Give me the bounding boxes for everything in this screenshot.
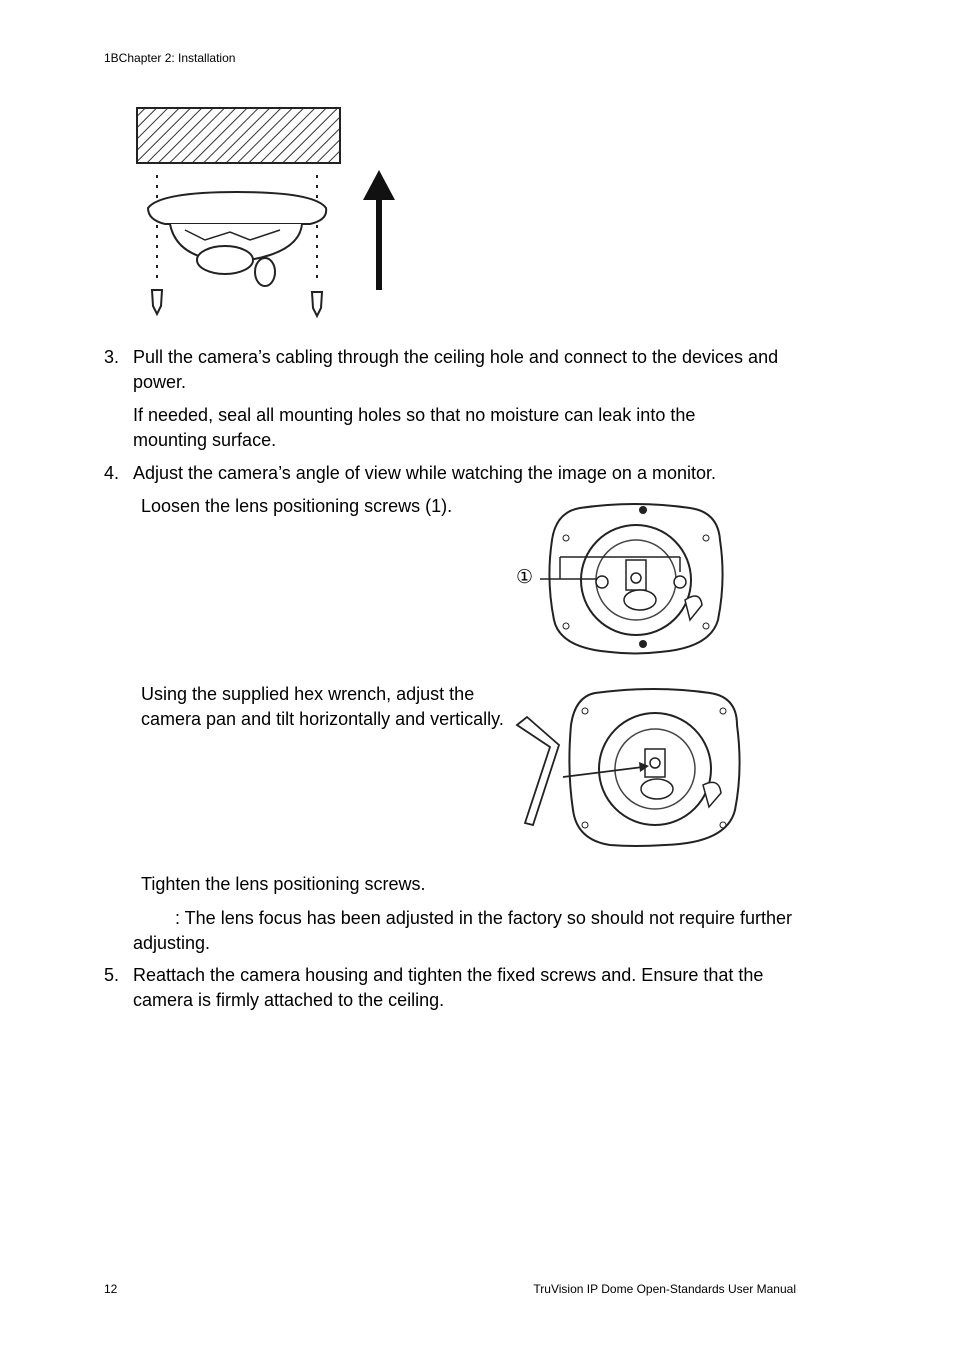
step-3-text: Pull the camera’s cabling through the ceiling hole and connect to the devices and power. — [133, 347, 779, 392]
substep-tighten: Tighten the lens positioning screws. — [141, 874, 426, 894]
step-5-text: Reattach the camera housing and tighten the fixed screws and. Ensure that the camera is firmly attached to the ceiling. — [133, 965, 764, 1010]
page-number: 12 — [104, 1282, 118, 1296]
camera-top-view-screws — [540, 500, 730, 655]
substep-loosen: Loosen the lens positioning screws (1). — [141, 496, 453, 516]
ceiling-hatch — [137, 108, 340, 163]
step-4-text: Adjust the camera’s angle of view while watching the image on a monitor. — [133, 463, 716, 483]
step-number: 5. — [104, 965, 120, 985]
substep-adjust: Using the supplied hex wrench, adjust the camera pan and tilt horizontally and vertically. — [141, 684, 504, 729]
running-header: 1BChapter 2: Installation — [104, 51, 236, 65]
ceiling-mount-illustration — [130, 100, 410, 325]
hex-wrench-adjust-illustration — [515, 685, 740, 850]
manual-title: TruVision IP Dome Open-Standards User Manual — [533, 1282, 796, 1296]
step-number: 3. — [104, 347, 120, 367]
callout-1-label: ① — [516, 567, 534, 588]
step-3-note: If needed, seal all mounting holes so that no moisture can leak into the mounting surface. — [133, 405, 696, 450]
step-4-note: : The lens focus has been adjusted in the factory so should not require further adjusting. — [133, 908, 793, 953]
step-number: 4. — [104, 463, 120, 483]
